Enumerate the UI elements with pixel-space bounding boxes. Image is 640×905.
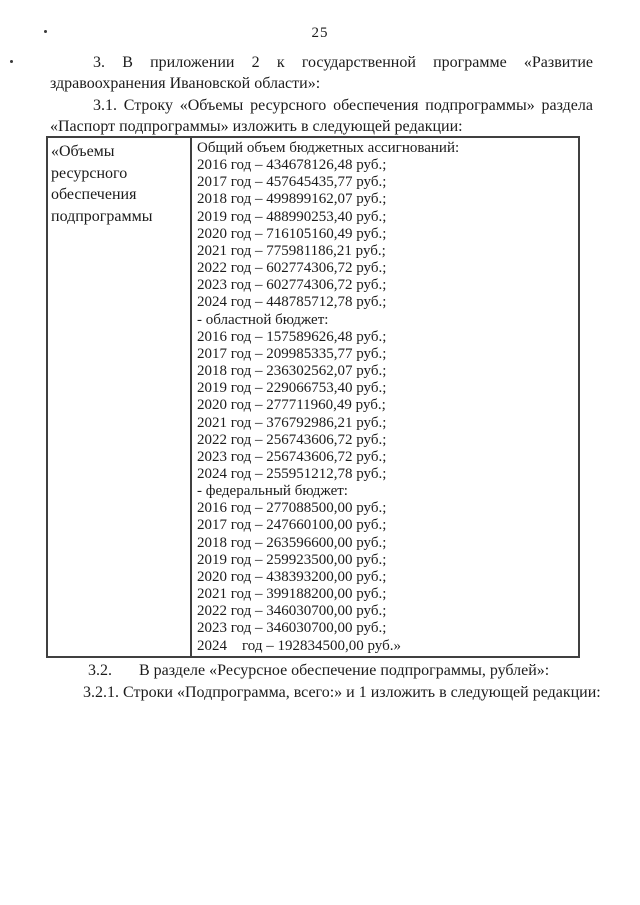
table-text-line: 2018 год – 499899162,07 руб.; — [197, 191, 387, 208]
paragraph-3-2-number: 3.2. — [88, 662, 112, 679]
table-text-line: Общий объем бюджетных ассигнований: — [197, 140, 460, 156]
table-text-line: 2024 год – 255951212,78 руб.; — [197, 465, 387, 482]
paragraph-3-1-line-2: «Паспорт подпрограммы» изложить в следующей редакции: — [50, 118, 463, 136]
paragraph-3-1-line-1: 3.1. Строку «Объемы ресурсного обеспечения подпрограммы» раздела — [93, 96, 593, 114]
table-text-line: 2016 год – 157589626,48 руб.; — [197, 328, 387, 345]
table-text-line: 2022 год – 602774306,72 руб.; — [197, 260, 387, 277]
table-text-line: 2022 год – 346030700,00 руб.; — [197, 603, 387, 620]
table-text-line: - федеральный бюджет: — [197, 483, 348, 500]
table-text-line: 2018 год – 236302562,07 руб.; — [197, 363, 387, 380]
table-cell-row-title — [48, 138, 192, 656]
table-text-line: 2023 год – 256743606,72 руб.; — [197, 448, 387, 465]
table-text-line: 2022 год – 256743606,72 руб.; — [197, 431, 387, 448]
table-text-line: 2020 год – 277711960,49 руб.; — [197, 397, 386, 414]
paragraph-3-2 — [50, 660, 610, 682]
table-text-line: 2017 год – 247660100,00 руб.; — [197, 517, 387, 534]
table-text-line: обеспечения — [51, 186, 137, 204]
table-text-line: 2021 год – 775981186,21 руб.; — [197, 242, 386, 259]
table-text-line: 2019 год – 229066753,40 руб.; — [197, 380, 387, 397]
table-text-line: 2019 год – 259923500,00 руб.; — [197, 551, 387, 568]
budget-allocations-table — [46, 136, 580, 658]
closing-paragraphs — [50, 660, 610, 704]
scan-speck-icon — [10, 60, 13, 63]
paragraph-3-2-text: В разделе «Ресурсное обеспечение подпрограммы, рублей»: — [139, 662, 550, 679]
table-text-line: 2016 год – 277088500,00 руб.; — [197, 500, 387, 517]
paragraph-3-2-1: 3.2.1. Строки «Подпрограмма, всего:» и 1 изложить в следующей редакции: — [83, 683, 601, 701]
table-text-line: ресурсного — [51, 164, 128, 182]
intro-paragraphs — [50, 52, 593, 138]
table-text-line: 2020 год – 438393200,00 руб.; — [197, 568, 387, 585]
paragraph-3-line-2: здравоохранения Ивановской области»: — [50, 75, 321, 93]
table-text-line: 2021 год – 376792986,21 руб.; — [197, 414, 387, 431]
page-number: 25 — [311, 25, 329, 41]
table-text-line: 2024 год – 192834500,00 руб.» — [197, 637, 401, 654]
paragraph-3-line-1: 3. В приложении 2 к государственной программе «Развитие — [93, 54, 593, 71]
table-text-line: 2023 год – 602774306,72 руб.; — [197, 277, 387, 294]
table-text-line: 2020 год – 716105160,49 руб.; — [197, 225, 387, 242]
table-cell-row-value — [192, 138, 578, 656]
table-text-line: 2017 год – 457645435,77 руб.; — [197, 174, 387, 191]
table-text-line: - областной бюджет: — [197, 311, 329, 328]
table-text-line: 2019 год – 488990253,40 руб.; — [197, 208, 387, 225]
table-text-line: 2023 год – 346030700,00 руб.; — [197, 620, 387, 637]
table-text-line: 2024 год – 448785712,78 руб.; — [197, 294, 387, 311]
table-text-line: 2017 год – 209985335,77 руб.; — [197, 345, 387, 362]
table-text-line: 2021 год – 399188200,00 руб.; — [197, 586, 387, 603]
table-text-line: «Объемы — [51, 143, 115, 160]
table-text-line: 2016 год – 434678126,48 руб.; — [197, 157, 387, 174]
table-text-line: подпрограммы — [51, 207, 153, 225]
table-text-line: 2018 год – 263596600,00 руб.; — [197, 534, 387, 551]
